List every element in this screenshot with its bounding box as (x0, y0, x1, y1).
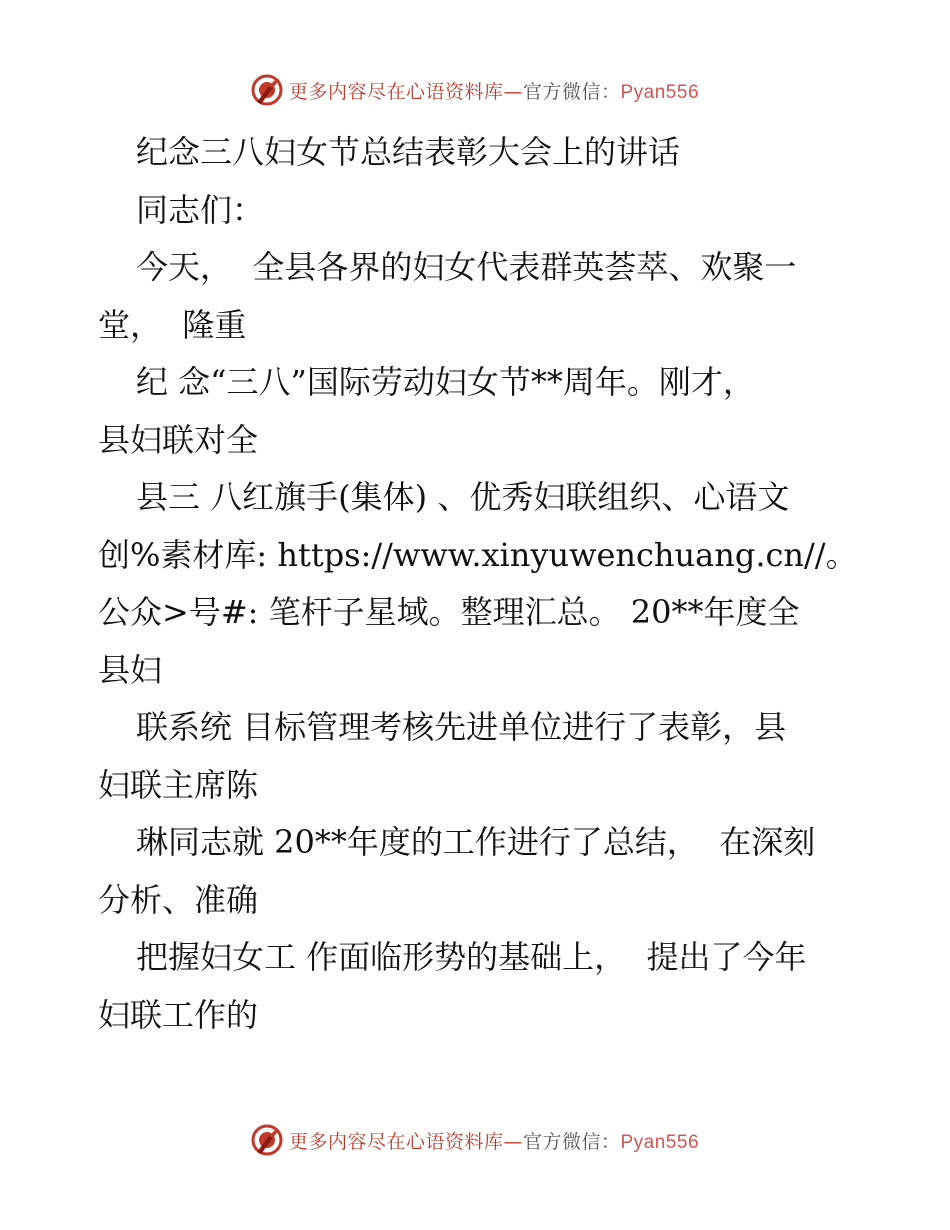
header-banner (0, 70, 950, 110)
doc-line: 公众>号#: 笔杆子星域。整理汇总。 20**年度全 (98, 593, 800, 631)
doc-line: 创%素材库: https://www.xinyuwenchuang.cn//。 (98, 535, 858, 574)
footer-banner (0, 1120, 950, 1160)
pen-logo-icon (251, 74, 283, 106)
doc-line: 妇联主席陈 (98, 765, 259, 804)
header-separator: — (503, 80, 523, 103)
header-wechat-label: 官方微信： (522, 80, 621, 103)
doc-title: 纪念三八妇女节总结表彰大会上的讲话 (136, 133, 681, 171)
doc-line: 纪 念“三八”国际劳动妇女节**周年。刚才， (136, 363, 755, 401)
footer-separator: — (503, 1130, 523, 1153)
doc-line: 联系统 目标管理考核先进单位进行了表彰，县 (136, 708, 787, 746)
footer-wechat-label: 官方微信： (522, 1130, 621, 1153)
header-banner-text (289, 77, 699, 104)
footer-wechat-id: Pyan556 (620, 1131, 700, 1153)
doc-line: 县三 八红旗手(集体) 、优秀妇联组织、心语文 (136, 478, 790, 516)
doc-line: 分析、准确 (98, 880, 259, 919)
doc-line: 同志们： (136, 190, 265, 229)
footer-banner-inner (251, 1124, 699, 1156)
footer-brand-text: 更多内容尽在心语资料库 (288, 1130, 504, 1153)
header-wechat-id: Pyan556 (620, 81, 700, 103)
doc-line: 妇联工作的 (98, 995, 259, 1034)
header-banner-inner (251, 74, 699, 106)
doc-line: 堂， 隆重 (98, 305, 247, 344)
document-body (98, 124, 858, 1044)
doc-line: 县妇联对全 (98, 420, 259, 459)
doc-line: 把握妇女工 作面临形势的基础上， 提出了今年 (136, 938, 807, 976)
doc-line: 县妇 (98, 650, 163, 689)
doc-line: 琳同志就 20**年度的工作进行了总结， 在深刻 (136, 823, 816, 861)
pen-logo-icon (251, 1124, 283, 1156)
doc-line: 今天， 全县各界的妇女代表群英荟萃、欢聚一 (136, 248, 797, 286)
header-brand-text: 更多内容尽在心语资料库 (288, 80, 504, 103)
footer-banner-text (289, 1127, 699, 1154)
